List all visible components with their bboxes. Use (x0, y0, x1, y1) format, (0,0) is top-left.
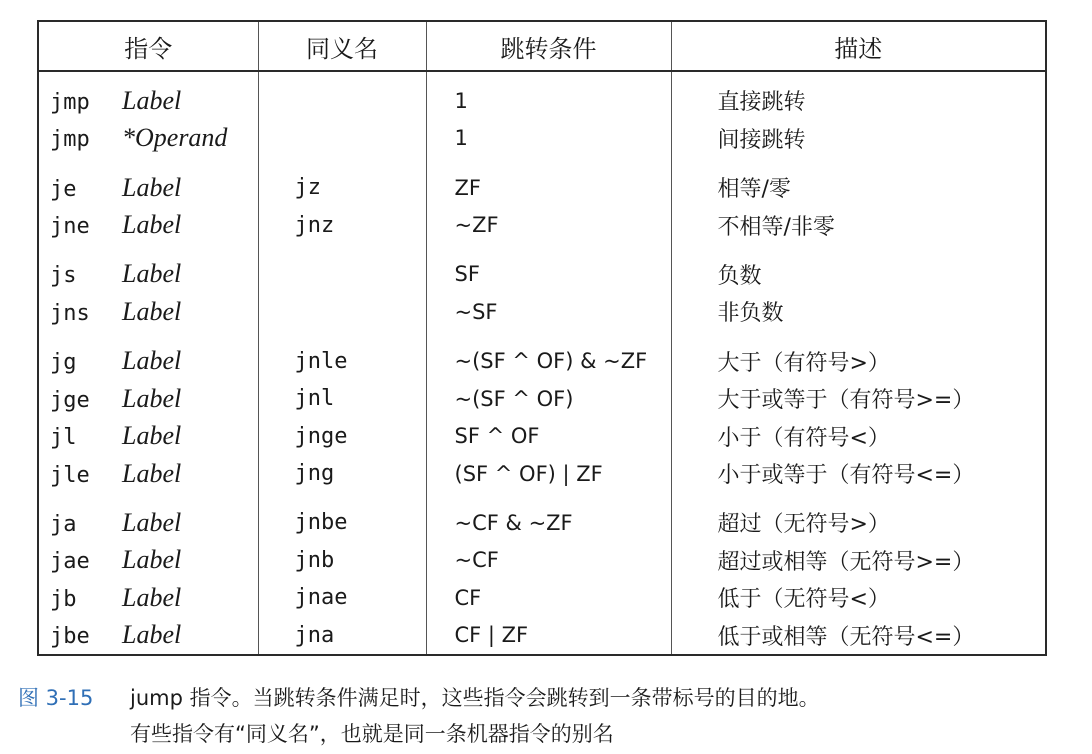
synonym-cell: jng (258, 455, 426, 492)
instruction-opcode: jne (50, 214, 90, 240)
condition-cell: SF (426, 244, 671, 294)
table-row (39, 455, 1045, 492)
instruction-operand: Label (122, 172, 182, 202)
synonym-cell: jnge (258, 417, 426, 454)
instruction-cell (39, 293, 258, 330)
instruction-operand: Label (122, 421, 182, 451)
table-row (39, 380, 1045, 417)
caption-line-1 (18, 680, 1078, 716)
condition-cell: CF | ZF (426, 616, 671, 654)
table-row (39, 579, 1045, 616)
synonym-cell (258, 71, 426, 119)
instruction-opcode: jns (50, 300, 90, 326)
instruction-operand: Label (122, 296, 182, 326)
instruction-opcode: jb (50, 586, 77, 612)
instruction-cell (39, 417, 258, 454)
description-cell: 非负数 (717, 301, 784, 327)
synonym-cell: jnbe (258, 492, 426, 542)
table-row (39, 492, 1045, 542)
instruction-opcode: jg (50, 350, 77, 376)
table-row (39, 331, 1045, 381)
instruction-operand: Label (122, 620, 182, 650)
condition-cell: ~(SF ^ OF) (426, 380, 671, 417)
instruction-operand: Label (122, 582, 182, 612)
table-row (39, 119, 1045, 156)
table-row (39, 244, 1045, 294)
header-condition: 跳转条件 (426, 22, 671, 71)
instruction-cell (39, 455, 258, 492)
condition-cell: 1 (426, 119, 671, 156)
synonym-cell: jnb (258, 542, 426, 579)
condition-cell: (SF ^ OF) | ZF (426, 455, 671, 492)
instruction-opcode: jae (50, 549, 90, 575)
instruction-operand: Label (122, 259, 182, 289)
instruction-operand: Label (122, 545, 182, 575)
table (39, 22, 1045, 654)
figure-number: 图 3-15 (18, 686, 94, 710)
synonym-cell (258, 119, 426, 156)
condition-cell: ~CF & ~ZF (426, 492, 671, 542)
condition-cell: CF (426, 579, 671, 616)
condition-cell: SF ^ OF (426, 417, 671, 454)
synonym-cell (258, 293, 426, 330)
table-row (39, 542, 1045, 579)
description-cell: 大于或等于（有符号>=） (717, 388, 975, 414)
synonym-cell: jnle (258, 331, 426, 381)
table-row (39, 417, 1045, 454)
instruction-opcode: jl (50, 425, 77, 451)
instruction-cell (39, 119, 258, 156)
synonym-cell: jnz (258, 206, 426, 243)
instruction-operand: Label (122, 507, 182, 537)
caption-line-2: 有些指令有“同义名”，也就是同一条机器指令的别名 (130, 722, 614, 746)
instruction-cell (39, 380, 258, 417)
caption-text-1: jump 指令。当跳转条件满足时，这些指令会跳转到一条带标号的目的地。 (130, 686, 820, 710)
instruction-opcode: je (50, 176, 77, 202)
instruction-opcode: jle (50, 462, 90, 488)
instruction-cell (39, 244, 258, 294)
instruction-cell (39, 331, 258, 381)
instruction-opcode: jbe (50, 624, 90, 650)
description-cell: 超过或相等（无符号>=） (717, 549, 975, 575)
instruction-operand: Label (122, 383, 182, 413)
table-row (39, 206, 1045, 243)
description-cell: 低于或相等（无符号<=） (717, 624, 975, 650)
synonym-cell: jnl (258, 380, 426, 417)
synonym-cell: jnae (258, 579, 426, 616)
instruction-operand: Label (122, 458, 182, 488)
instruction-cell (39, 206, 258, 243)
condition-cell: ~CF (426, 542, 671, 579)
figure-caption (18, 680, 1078, 752)
instruction-opcode: jmp (50, 89, 90, 115)
description-cell: 大于（有符号>） (717, 350, 890, 376)
table-body (39, 71, 1045, 654)
instruction-cell (39, 157, 258, 207)
instruction-cell (39, 616, 258, 654)
description-cell: 相等/零 (717, 177, 791, 203)
header-instruction: 指令 (39, 22, 258, 71)
table-row (39, 616, 1045, 654)
description-cell: 负数 (717, 263, 762, 289)
instruction-operand: Label (122, 210, 182, 240)
condition-cell: ZF (426, 157, 671, 207)
description-cell: 不相等/非零 (717, 214, 835, 240)
instruction-cell (39, 71, 258, 119)
instruction-cell (39, 492, 258, 542)
header-row (39, 22, 1045, 71)
table-row (39, 293, 1045, 330)
condition-cell: ~SF (426, 293, 671, 330)
table-row (39, 157, 1045, 207)
condition-cell: ~(SF ^ OF) & ~ZF (426, 331, 671, 381)
instruction-opcode: ja (50, 511, 77, 537)
description-cell: 间接跳转 (717, 127, 806, 153)
description-cell: 小于或等于（有符号<=） (717, 463, 975, 489)
synonym-cell: jna (258, 616, 426, 654)
synonym-cell (258, 244, 426, 294)
instruction-opcode: jge (50, 387, 90, 413)
instruction-opcode: jmp (50, 127, 90, 153)
instruction-cell (39, 542, 258, 579)
condition-cell: ~ZF (426, 206, 671, 243)
synonym-cell: jz (258, 157, 426, 207)
description-cell: 直接跳转 (717, 90, 806, 116)
description-cell: 超过（无符号>） (717, 512, 890, 538)
instruction-operand: *Operand (122, 123, 228, 153)
instruction-operand: Label (122, 346, 182, 376)
table-row (39, 71, 1045, 119)
instruction-opcode: js (50, 263, 77, 289)
description-cell: 低于（无符号<） (717, 587, 890, 613)
instruction-operand: Label (122, 85, 182, 115)
jump-instruction-table (37, 20, 1047, 656)
instruction-cell (39, 579, 258, 616)
condition-cell: 1 (426, 71, 671, 119)
header-synonym: 同义名 (258, 22, 426, 71)
header-description: 描述 (671, 22, 1045, 71)
description-cell: 小于（有符号<） (717, 425, 890, 451)
